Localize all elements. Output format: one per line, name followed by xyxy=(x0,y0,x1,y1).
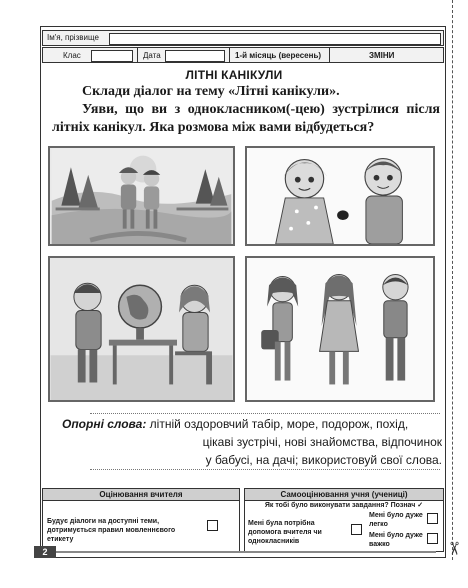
date-label: Дата xyxy=(143,51,161,60)
dotted-line xyxy=(90,413,440,414)
task-description: Уяви, що ви з однокласником(-цею) зустрілися після літніх канікул. Яка розмова між вами відбудеться? xyxy=(52,102,440,135)
option-hard-label: Мені було дуже важко xyxy=(369,532,423,548)
scissors-icon: ✂ xyxy=(444,540,465,557)
date-field[interactable] xyxy=(165,50,225,62)
self-evaluation xyxy=(244,488,444,552)
cut-line xyxy=(452,0,453,560)
kids-beetle-image xyxy=(247,148,433,244)
name-label: Ім'я, прізвище xyxy=(47,33,99,42)
illustration-schoolkids xyxy=(245,256,435,402)
divider xyxy=(137,48,138,62)
kids-globe-image xyxy=(50,258,233,400)
teacher-evaluation xyxy=(42,488,240,552)
teacher-checkbox[interactable] xyxy=(207,520,218,531)
option-easy-label: Мені було дуже легко xyxy=(369,512,423,528)
changes-label: ЗМІНИ xyxy=(369,51,395,60)
illustration-globe xyxy=(48,256,235,402)
class-date-row xyxy=(42,47,444,63)
page-title: ЛІТНІ КАНІКУЛИ xyxy=(185,68,283,82)
option-hard-checkbox[interactable] xyxy=(427,533,438,544)
key-words-text2: цікаві зустрічі, нові знайомства, відпочинок xyxy=(202,435,442,449)
illustration-park xyxy=(48,146,235,246)
illustration-beetle xyxy=(245,146,435,246)
class-label: Клас xyxy=(63,51,81,60)
page-number: 2 xyxy=(34,546,56,558)
teacher-eval-heading: Оцінювання вчителя xyxy=(43,489,239,501)
option-easy-checkbox[interactable] xyxy=(427,513,438,524)
park-kids-image xyxy=(50,148,233,244)
key-words-text1: літній оздоровчий табір, море, подорож, похід, xyxy=(149,417,409,431)
class-field[interactable] xyxy=(91,50,133,62)
divider xyxy=(329,48,330,62)
month-label: 1-й місяць (вересень) xyxy=(235,51,322,60)
dotted-line xyxy=(90,469,440,470)
divider xyxy=(229,48,230,62)
task-instruction: Склади діалог на тему «Літні канікули». xyxy=(82,84,340,99)
option-help-label: Мені була потрібна допомога вчителя чи однокласників xyxy=(248,520,322,545)
evaluation-section xyxy=(42,488,444,552)
key-words-line1 xyxy=(62,415,408,433)
footer-rule xyxy=(56,551,436,553)
name-row xyxy=(42,30,444,46)
self-eval-question: Як тобі було виконувати завдання? Познач ✓ xyxy=(264,502,424,509)
key-words-text3: у бабусі, на дачі; використовуй свої слова. xyxy=(205,453,442,467)
option-help-checkbox[interactable] xyxy=(351,524,362,535)
self-eval-heading: Самооцінювання учня (учениці) xyxy=(245,489,443,501)
key-words-label: Опорні слова: xyxy=(62,417,147,431)
teacher-criterion: Будує діалоги на доступні теми, дотримується правил мовленнєвого етикету xyxy=(47,518,176,543)
name-field[interactable] xyxy=(109,33,441,45)
schoolkids-image xyxy=(247,258,433,400)
